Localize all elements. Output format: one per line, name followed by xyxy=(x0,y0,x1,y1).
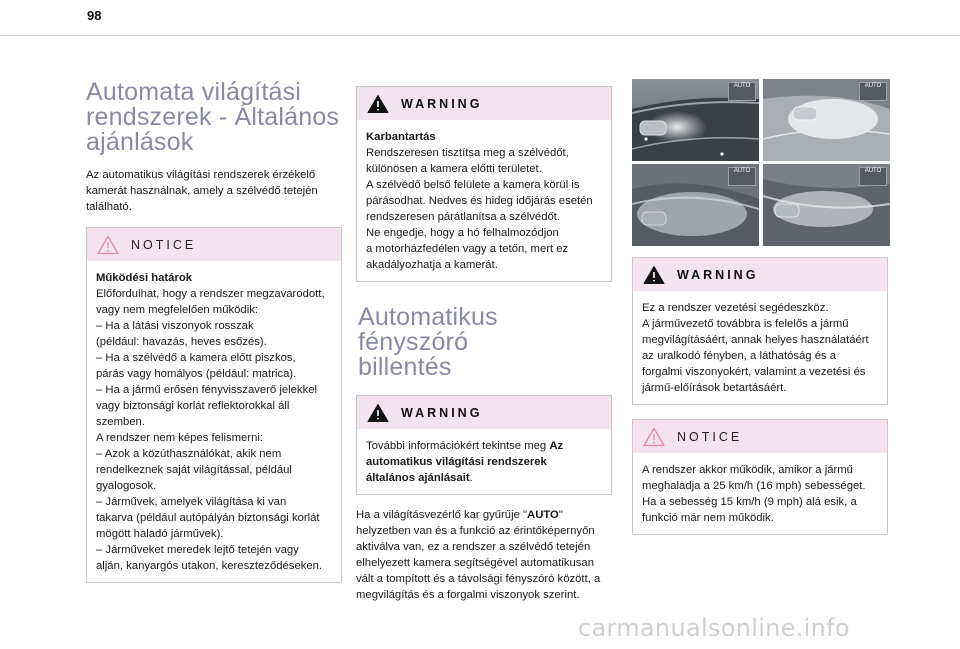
text-line: aktiválva van, ez a rendszer a szélvédő tetején xyxy=(356,541,591,553)
headlamp-illustration-grid xyxy=(632,79,890,246)
watermark: carmanualsonline.info xyxy=(578,614,850,642)
notice-header xyxy=(633,420,887,453)
text-line: Ha a világításvezérlő kar gyűrűje " xyxy=(356,509,528,521)
text-line: rendelkeznek saját világítással, például xyxy=(96,464,292,476)
text-line: További információkért tekintse meg xyxy=(366,440,550,452)
text-line: helyzetben van és a funkció az érintőképernyőn xyxy=(356,525,595,537)
text-line: mögött haladó járművek). xyxy=(96,528,224,540)
warning-box-maintenance xyxy=(356,86,612,282)
text-line: A rendszer nem képes felismerni: xyxy=(96,432,264,444)
text-punctuation: " xyxy=(558,509,563,521)
illustration-low-beam-preceding xyxy=(763,79,890,161)
text-line: a motorházfedélen vagy a tetőn, mert ez xyxy=(366,243,569,255)
text-line: párás vagy homályos (például: matrica). xyxy=(96,368,297,380)
text-line: – Ha a látási viszonyok rosszak xyxy=(96,320,254,332)
auto-beam-indicator-icon xyxy=(859,167,887,186)
warning-header xyxy=(357,396,611,429)
text-line: Az automatikus világítási rendszerek érzékelő xyxy=(86,169,316,181)
text-line: vagy biztonsági korlát reflektorokkal áll xyxy=(96,400,290,412)
text-line: párásodhat. Nedves és hideg időjárás esetén xyxy=(366,195,593,207)
notice-box-operating-limits xyxy=(86,227,342,583)
column-1 xyxy=(86,80,342,583)
auto-beam-indicator-icon xyxy=(728,82,756,101)
reference-link-text: Az xyxy=(549,440,564,452)
warning-box-driving-aid xyxy=(632,257,888,405)
page-number: 98 xyxy=(87,8,102,23)
title-line: ajánlások xyxy=(86,128,194,156)
text-line: A szélvédő belső felülete a kamera körül is xyxy=(366,179,580,191)
warning-heading: Karbantartás xyxy=(366,131,436,143)
reference-link-text: automatikus világítási rendszerek xyxy=(366,456,547,468)
text-line: (például: havazás, heves esőzés). xyxy=(96,336,267,348)
text-line: Ne engedje, hogy a hó felhalmozódjon xyxy=(366,227,559,239)
reference-link-text: általános ajánlásait xyxy=(366,472,470,484)
text-line: szemben. xyxy=(96,416,145,428)
illustration-low-beam-oncoming xyxy=(632,79,759,161)
text-line: A rendszer akkor működik, amikor a jármű xyxy=(642,464,853,476)
notice-box-speed-threshold xyxy=(632,419,888,535)
illustration-high-beam-empty-road xyxy=(632,164,759,246)
text-line: – Ha a jármű erősen fényvisszaverő jelekkel xyxy=(96,384,318,396)
text-line: megvilágítás és a forgalmi viszonyok szerint. xyxy=(356,589,580,601)
text-line: – Járműveket meredek lejtő tetején vagy xyxy=(96,544,299,556)
warning-label: WARNING xyxy=(677,267,759,282)
text-line: jármű-előírások betartásáért. xyxy=(642,382,787,394)
auto-setting-text: AUTO xyxy=(527,509,559,521)
text-line: különösen a kamera előtti területet. xyxy=(366,163,542,175)
text-line: Ha a sebesség 15 km/h (9 mph) alá esik, a xyxy=(642,496,857,508)
text-line: takarva (például autópályán biztonsági korlát xyxy=(96,512,320,524)
warning-label: WARNING xyxy=(401,96,483,111)
illustration-high-beam-curve xyxy=(763,164,890,246)
warning-body xyxy=(633,291,887,404)
text-line: – Azok a közúthasználókat, akik nem xyxy=(96,448,282,460)
text-line: akadályozhatja a kamerát. xyxy=(366,259,498,271)
notice-body xyxy=(87,261,341,582)
notice-body xyxy=(633,453,887,534)
auto-badge-text: AUTO xyxy=(864,168,882,174)
notice-label: NOTICE xyxy=(131,237,197,252)
text-line: vált a tompított és a távolsági fényszóró között, a xyxy=(356,573,601,585)
text-line: Ez a rendszer vezetési segédeszköz. xyxy=(642,302,829,314)
headlamp-dipping-paragraph xyxy=(356,507,612,603)
text-line: – Járművek, amelyek világítása ki van xyxy=(96,496,287,508)
text-line: rendszeresen párátlanítsa a szélvédőt. xyxy=(366,211,561,223)
warning-body xyxy=(357,120,611,281)
text-line: funkció már nem működik. xyxy=(642,512,774,524)
warning-triangle-icon xyxy=(367,403,389,423)
title-line: rendszerek - Általános xyxy=(86,103,340,131)
text-line: az uralkodó fényben, a láthatóság és a xyxy=(642,350,837,362)
section-title-automatic-lighting xyxy=(86,80,342,155)
text-line: alján, kanyargós utakon, kereszteződéseken. xyxy=(96,560,323,572)
title-line: Automata világítási xyxy=(86,78,302,106)
header-divider xyxy=(0,35,960,36)
column-3 xyxy=(632,79,888,535)
text-line: A járművezető továbbra is felelős a jármű xyxy=(642,318,849,330)
text-line: forgalmi viszonyokért, valamint a vezetési és xyxy=(642,366,866,378)
text-line: megvilágításáért, annak helyes használatáért xyxy=(642,334,869,346)
auto-beam-indicator-icon xyxy=(859,82,887,101)
auto-badge-text: AUTO xyxy=(733,168,751,174)
auto-beam-indicator-icon xyxy=(728,167,756,186)
text-line: meghaladja a 25 km/h (16 mph) sebességet. xyxy=(642,480,866,492)
text-line: Rendszeresen tisztítsa meg a szélvédőt, xyxy=(366,147,569,159)
notice-label: NOTICE xyxy=(677,429,743,444)
warning-body xyxy=(357,429,611,494)
text-line: elhelyezett kamera segítségével automatikusan xyxy=(356,557,594,569)
title-line: Automatikus fényszóró xyxy=(358,303,498,356)
notice-header xyxy=(87,228,341,261)
warning-triangle-icon xyxy=(643,427,665,447)
warning-triangle-icon xyxy=(643,265,665,285)
column-2 xyxy=(356,86,612,603)
notice-heading: Működési határok xyxy=(96,272,193,284)
warning-triangle-icon xyxy=(367,94,389,114)
text-line: gyalogosok. xyxy=(96,480,157,492)
intro-paragraph xyxy=(86,167,342,215)
text-line: – Ha a szélvédő a kamera előtt piszkos, xyxy=(96,352,296,364)
warning-triangle-icon xyxy=(97,235,119,255)
warning-header xyxy=(357,87,611,120)
section-title-headlamp-dipping xyxy=(358,305,612,380)
text-line: kamerát használnak, amely a szélvédő tetején xyxy=(86,185,318,197)
text-line: található. xyxy=(86,201,132,213)
text-line: Előfordulhat, hogy a rendszer megzavarodott, xyxy=(96,288,325,300)
auto-badge-text: AUTO xyxy=(733,83,751,89)
auto-badge-text: AUTO xyxy=(864,83,882,89)
text-punctuation: . xyxy=(469,472,473,484)
warning-header xyxy=(633,258,887,291)
warning-box-reference xyxy=(356,395,612,495)
text-line: vagy nem megfelelően működik: xyxy=(96,304,259,316)
title-line: billentés xyxy=(358,353,452,381)
warning-label: WARNING xyxy=(401,405,483,420)
